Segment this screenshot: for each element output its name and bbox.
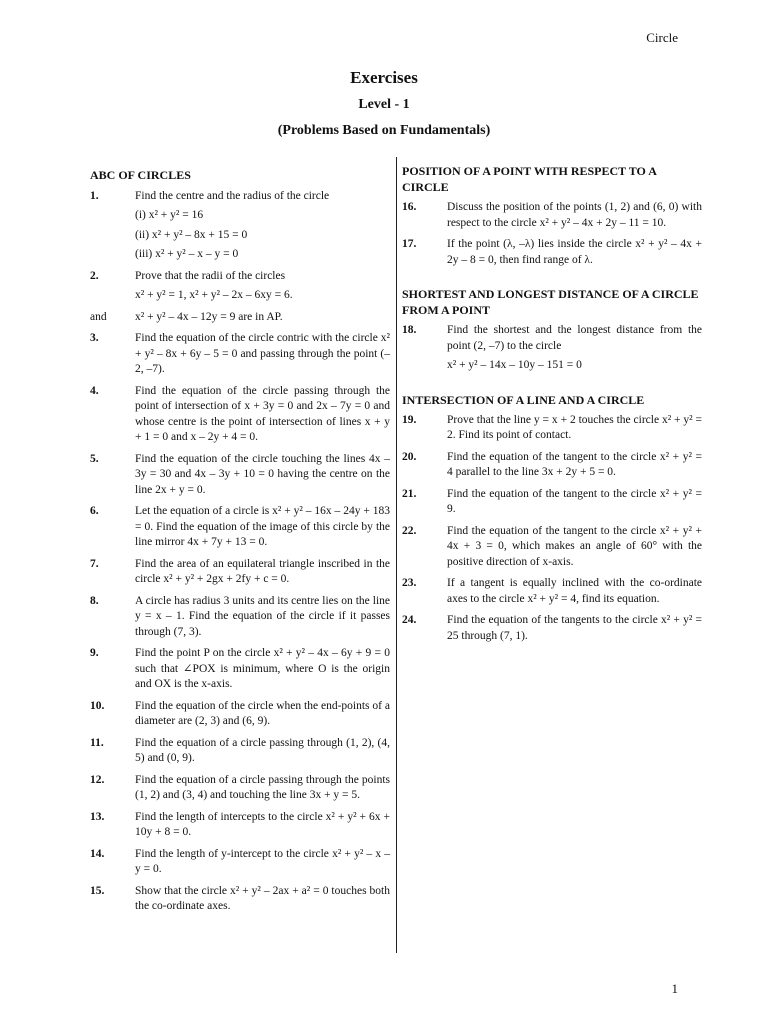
question-number: 24.	[402, 614, 417, 626]
question-number: 17.	[402, 238, 417, 250]
question-number: 13.	[90, 810, 105, 823]
question-text: Find the equation of the tangent to the circle x² + y² = 9.	[447, 487, 702, 515]
question-10	[90, 699, 390, 730]
question-number: 16.	[402, 201, 417, 213]
question-number: 1.	[90, 189, 99, 202]
question-text: Find the length of intercepts to the circle x² + y² + 6x + 10y + 8 = 0.	[135, 810, 390, 838]
question-2-continued	[90, 310, 390, 326]
question-number: 10.	[90, 699, 105, 712]
sub-part: (i) x² + y² = 16	[135, 209, 204, 221]
page-title: Exercises	[350, 68, 418, 87]
sub-part: x² + y² – 14x – 10y – 151 = 0	[447, 359, 582, 371]
question-19	[402, 413, 702, 444]
question-text: Prove that the line y = x + 2 touches the circle x² + y² = 2. Find its point of contact.	[447, 413, 702, 441]
question-text: Find the area of an equilateral triangle inscribed in the circle x² + y² + 2gx + 2fy + c = 0.	[135, 557, 390, 585]
question-text: Find the equation of the tangent to the circle x² + y² = 4 parallel to the line 3x + 2y + 5 = 0.	[447, 450, 702, 478]
question-8	[90, 594, 390, 641]
question-number: 3.	[90, 332, 99, 344]
sub-part: x² + y² = 1, x² + y² – 2x – 6xy = 6.	[135, 289, 293, 301]
question-text: Find the centre and the radius of the circle (i) x² + y² = 16 (ii) x² + y² – 8x + 15 = 0 (iii) x² + y² – x – y = 0	[135, 189, 390, 263]
question-15	[90, 884, 390, 915]
question-3	[90, 331, 390, 378]
question-18	[402, 323, 702, 374]
question-number: 8.	[90, 594, 99, 607]
question-number: 21.	[402, 487, 417, 500]
question-text: Find the equation of the circle when the end-points of a diameter are (2, 3) and (6, 9).	[135, 699, 390, 727]
question-text: If the point (λ, –λ) lies inside the circle x² + y² – 4x + 2y – 8 = 0, then find range of λ.	[447, 238, 702, 266]
question-23	[402, 576, 702, 607]
question-number: 11.	[90, 736, 104, 749]
sub-part: (ii) x² + y² – 8x + 15 = 0	[135, 228, 248, 241]
question-number: 23.	[402, 577, 417, 589]
question-text: Find the point P on the circle x² + y² – 4x – 6y + 9 = 0 such that ∠POX is minimum, where O is the origin and OX is the x-axis.	[135, 647, 390, 690]
question-number: 20.	[402, 450, 417, 463]
question-text: Find the equation of the tangents to the circle x² + y² = 25 through (7, 1).	[447, 614, 702, 642]
page-number: 1	[671, 981, 678, 996]
level-heading: Level - 1	[358, 97, 410, 112]
question-number: 7.	[90, 557, 99, 570]
question-text: Find the equation of a circle passing through the points (1, 2) and (3, 4) and touching the line 3x + y = 5.	[135, 773, 390, 801]
question-24	[402, 613, 702, 644]
question-21	[402, 487, 702, 518]
question-number: 6.	[90, 505, 99, 517]
question-5	[90, 452, 390, 499]
question-text: Show that the circle x² + y² – 2ax + a² = 0 touches both the co-ordinate axes.	[135, 884, 390, 912]
question-number: 15.	[90, 884, 105, 897]
question-14	[90, 847, 390, 878]
question-6	[90, 504, 390, 551]
question-number: 9.	[90, 647, 99, 659]
question-20	[402, 450, 702, 481]
sub-part: x² + y² – 4x – 12y = 9 are in AP.	[135, 310, 283, 323]
question-text: Find the length of y-intercept to the circle x² + y² – x – y = 0.	[135, 847, 390, 875]
question-7	[90, 557, 390, 588]
question-text: If a tangent is equally inclined with the co-ordinate axes to the circle x² + y² = 4, find its equation.	[447, 577, 702, 605]
question-number: 4.	[90, 384, 99, 397]
question-text: Find the equation of the circle touching the lines 4x – 3y = 30 and 4x – 3y + 10 = 0 having the centre on the line 2x + y = 0.	[135, 452, 390, 496]
sub-part: (iii) x² + y² – x – y = 0	[135, 248, 239, 260]
right-column	[402, 163, 702, 650]
connector-word: and	[90, 310, 107, 323]
question-text: Find the shortest and the longest distance from the point (2, –7) to the circle x² + y² – 14x – 10y – 151 = 0	[447, 323, 702, 374]
question-12	[90, 773, 390, 804]
question-text: Find the equation of a circle passing through (1, 2), (4, 5) and (0, 9).	[135, 736, 390, 764]
question-text: Find the equation of the tangent to the circle x² + y² + 4x + 3 = 0, which makes an angle of 60° with the positive direction of x-axis.	[447, 524, 702, 568]
left-column	[90, 168, 390, 921]
question-text: Prove that the radii of the circles x² + y² = 1, x² + y² – 2x – 6xy = 6.	[135, 269, 390, 304]
section-heading-abc: ABC OF CIRCLES	[90, 168, 191, 182]
subtitle: (Problems Based on Fundamentals)	[277, 123, 491, 138]
question-text: Find the equation of the circle contric with the circle x² + y² – 8x + 6y – 5 = 0 and passing through the point (–2, –7).	[135, 332, 390, 375]
question-4	[90, 384, 390, 446]
question-text: Find the equation of the circle passing through the point of intersection of x + 3y = 0 and 2x – 7y = 0 and whose centre is the point of intersection of lines x + y + 1 = 0 and x – 2y + 4 = 0.	[135, 384, 390, 443]
running-header: Circle	[646, 30, 678, 45]
question-number: 14.	[90, 847, 105, 860]
section-heading-distance: SHORTEST AND LONGEST DISTANCE OF A CIRCLE FROM A POINT	[402, 287, 699, 317]
question-9	[90, 646, 390, 693]
question-number: 18.	[402, 324, 417, 336]
question-number: 19.	[402, 413, 417, 426]
column-divider	[396, 157, 397, 953]
question-2	[90, 269, 390, 304]
question-11	[90, 736, 390, 767]
question-text: Let the equation of a circle is x² + y² – 16x – 24y + 183 = 0. Find the equation of the image of this circle by the line mirror 4x + 7y + 13 = 0.	[135, 505, 390, 548]
question-number: 5.	[90, 452, 99, 465]
question-number: 22.	[402, 524, 417, 537]
section-heading-intersection: INTERSECTION OF A LINE AND A CIRCLE	[402, 392, 645, 407]
question-1	[90, 189, 390, 263]
question-22	[402, 524, 702, 571]
question-text: Discuss the position of the points (1, 2) and (6, 0) with respect to the circle x² + y² – 4x + 2y – 11 = 10.	[447, 201, 702, 229]
question-text: A circle has radius 3 units and its centre lies on the line y = x – 1. Find the equation of the circle if it passes through (7, 3).	[135, 594, 390, 638]
question-number: 12.	[90, 773, 105, 786]
question-17	[402, 237, 702, 268]
question-number: 2.	[90, 269, 99, 282]
question-16	[402, 200, 702, 231]
question-13	[90, 810, 390, 841]
section-heading-position: POSITION OF A POINT WITH RESPECT TO A CIRCLE	[402, 164, 657, 194]
